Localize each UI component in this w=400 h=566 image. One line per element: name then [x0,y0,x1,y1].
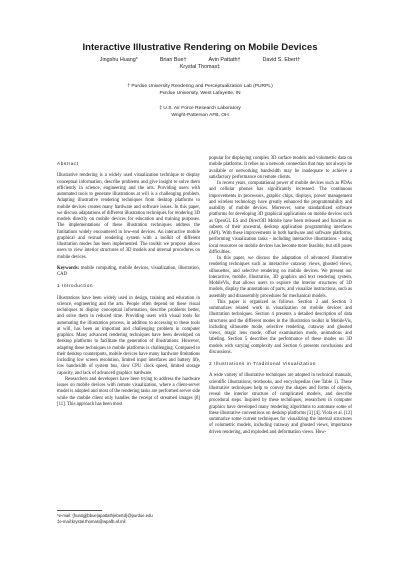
affiliation-1 [0,84,400,97]
affiliation-line: † Purdue University Rendering and Perceptualization Lab (PURPL) [127,84,273,89]
keywords-text: mobile computing, mobile devices, visualization, illustration, CAD [57,265,200,277]
body-paragraph: Illustrations have been widely used in design, training and education in science, engineering and the arts. People often depend on these visual techniques to display conceptual information, describe problems better, and solve them in reduced time. Providing users with visual tools for automating the illustration process, in addition to accessing to these tools at will, has been an important and challenging problem in computer graphics. Many advanced rendering techniques have been developed on desktop platforms to facilitate the generation of illustrations. However, adapting these techniques to mobile platforms is challenging. Compared to their desktop counterparts, mobile devices have many hardware limitations including low screen resolution, limited input interfaces and battery life, low bandwidth of system bus, slow CPU clock speed, limited storage capacity, and lack of advanced graphics hardware. [57,295,200,376]
section-heading-illustrations: 2 Illustrations in Traditional Visualization [209,362,316,367]
author-name: Brian Bue† [159,57,187,63]
section-heading-introduction: 1 Introduction [57,284,94,290]
author-name: Avin Pattath† [208,57,241,63]
abstract-heading: Abstract [57,162,79,167]
footnote-rule [57,510,102,511]
footnotes [57,513,200,525]
author-name: David S. Ebert† [262,57,301,63]
body-paragraph: In this paper, we discuss the adaptation of advanced illustrative rendering techniques such as interactive cutaway views, ghosted views, silhouettes, and selective rendering on mobile devices. We present our interactive, mobile, illustrative, 3D graphics and text rendering system, MobileVis, that allows users to explore the interior structures of 3D models, display the annotations of parts, and visualize instructions, such as assembly and disassembly procedures for mechanical models. [209,256,352,299]
author-name: Jingshu Huang* [99,57,138,63]
affiliation-2 [0,106,400,119]
affiliation-line: Wright-Patterson AFB, OH [171,112,229,118]
author-list [60,57,340,71]
keywords-label: Keywords: [57,265,80,271]
body-paragraph: This paper is organized as follows. Section 2 and Section 3 summarizes related work in visualization on mobile devices and illustration techniques. Section 4 presents a detailed description of data structures and the different modes in the illustration toolkit in MobileVis, including silhouette mode, selective rendering, cutaway and ghosted views, magic lens mode, offset examination mode, animations and labeling. Section 5 describes the performance of these modes on 3D models with varying complexity and Section 6 presents conclusions and discussions. [209,299,352,355]
left-column [57,156,200,408]
footnote: ‡e-mail:krystal.thomas@wpafb.af.mil [57,519,126,524]
body-paragraph: A wide variety of illustrative techniques are adopted in technical manuals, scientific illustrations, textbooks, and encyclopedias (see Table 1). These illustrative techniques help to convey the shapes and forms of objects, reveal the interior structure of complicated models, and describe procedural steps. Inspired by these techniques, researchers in computer graphics have developed many rendering algorithms to automate some of these illustrative conventions on desktop platforms [3] [4]. Viola et al. [12] summarize some current techniques for visualizing the internal structures of volumetric models, including cutaway and ghosted views, importance driven rendering, and exploded and deformation views. How- [209,373,352,435]
footnote: *e-mail: {huangj|bbue|apattath|ebertd}@purdue.edu [57,513,153,518]
body-paragraph: In recent years, computational power of mobile devices such as PDAs and cellular phones has significantly increased. The continuous improvements in processors, graphic chips, displays, power management and wireless technology have greatly enhanced the programmability and usability of mobile devices. Moreover, some standardized software platforms for developing 3D graphical applications on mobile devices such as OpenGL ES and Direct3D Mobile have been released and function as subsets of their ancestral, desktop application programming interfaces (API). With these improvements in both hardware and software platforms, performing visualization tasks - including interactive illustrations - using local resources on mobile devices has become more feasible, but still poses difficulties. [209,181,352,255]
author-line-1 [60,57,340,64]
body-paragraph: popular for displaying complex 3D surface models and volumetric data on mobile platforms. It relies on a network connection that may not always be available or networking bandwidth may be inadequate to achieve a satisfactory performance on remote clients. [209,156,352,180]
paper-title: Interactive Illustrative Rendering on Mobile Devices [82,42,318,53]
author-line-2: Krystal Thomas‡ [179,64,221,71]
affiliation-line: Purdue University, West Lafayette, IN [159,90,241,96]
right-column [209,156,352,436]
body-paragraph: Researchers and developers have been trying to address the hardware issues on mobile devices with remote visualization, where a client-server model is adopted and most of the rendering tasks are performed server side while the mobile client only handles the receipt of streamed images [8] [11]. This approach has been most [57,376,200,407]
keywords [57,266,200,279]
affiliation-line: ‡ U.S. Air Force Research Laboratory [159,106,241,111]
abstract-text: Illustrative rendering is a widely used visualization technique to display conceptual information, describe problems and give insight to solve them efficiently in science, engineering and the arts. Providing users with automated tools to generate illustrations at will is a challenging problem. Adapting illustrative rendering techniques from desktop platforms to mobile devices creates many hardware and software issues. In this paper, we discuss adaptations of different illustration techniques for rendering 3D models directly on mobile devices for education and training purposes. The implementations of these illustration techniques address the limitations widely encountered in low-end devices. An interactive mobile graphical and textual rendering system with a toolkit of different illustration modes has been implemented. The toolkit we propose allows users to view interior structures of 3D models and internal procedures on mobile devices. [57,173,200,260]
